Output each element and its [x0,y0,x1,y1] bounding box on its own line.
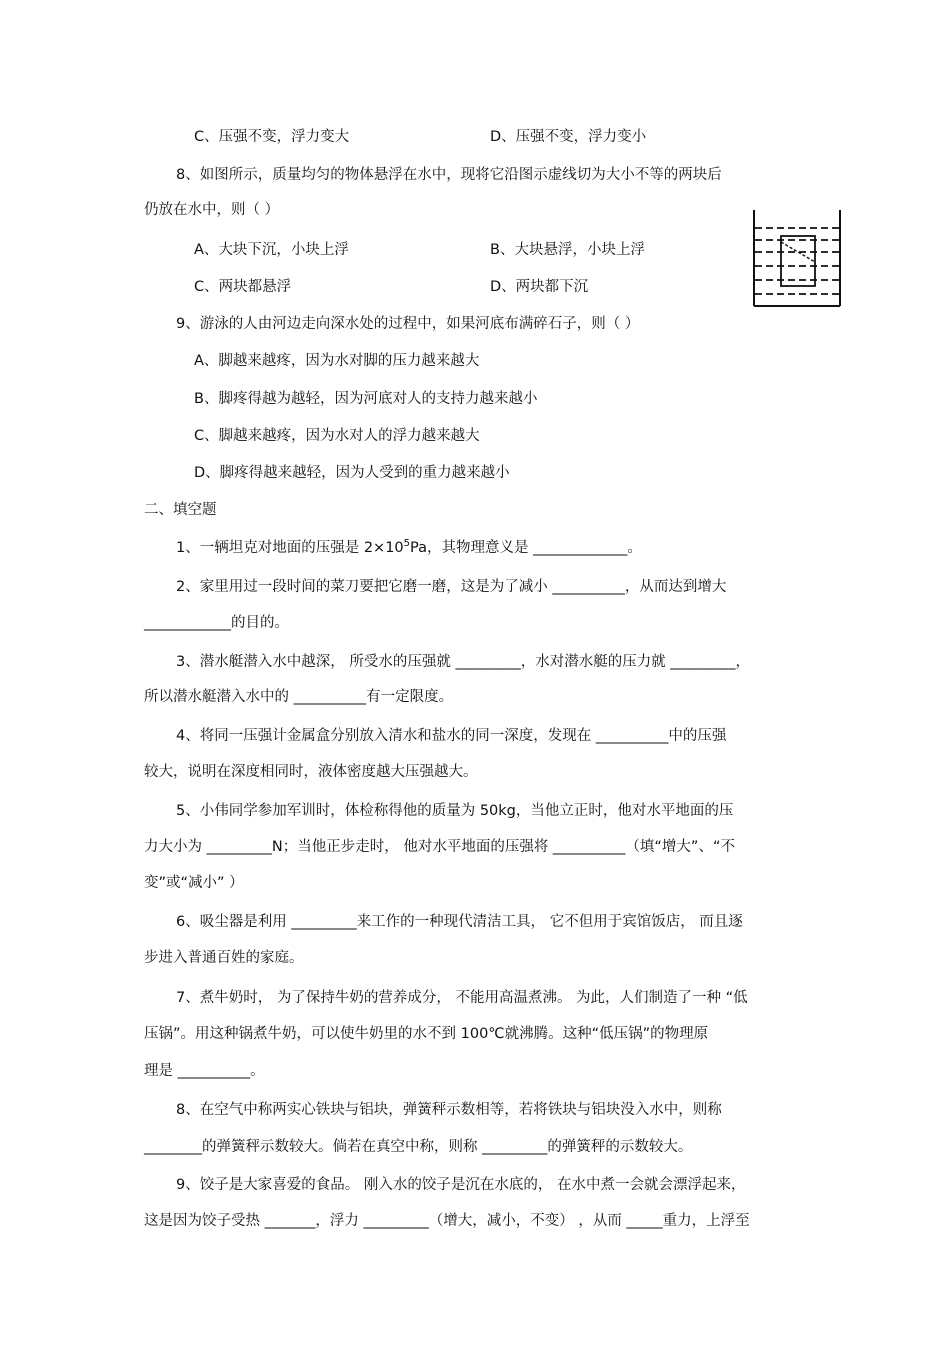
q9-option-b: B、脚疼得越为越轻，因为河底对人的支持力越来越小 [194,391,538,407]
q9-stem: 9、游泳的人由河边走向深水处的过程中，如果河底布满碎石子，则（ ） [176,316,640,332]
suspended-block-figure [748,208,848,310]
section-title: 二、填空题 [144,502,217,518]
water-lines [755,228,839,294]
fill-7-line2: 压锅”。用这种锅煮牛奶，可以使牛奶里的水不到 100℃就沸腾。这种“低压锅”的物理原 [144,1026,709,1042]
q8-option-c: C、两块都悬浮 [194,279,292,295]
q9-option-a: A、脚越来越疼，因为水对脚的压力越来越大 [194,353,480,369]
q9-option-d: D、脚疼得越来越轻，因为人受到的重力越来越小 [194,465,510,481]
q8-option-d: D、两块都下沉 [490,279,589,295]
q8-stem-line1: 8、如图所示，质量均匀的物体悬浮在水中，现将它沿图示虚线切为大小不等的两块后 [176,167,722,183]
q7-option-c: C、压强不变，浮力变大 [194,129,350,145]
fill-4-line1: 4、将同一压强计金属盒分别放入清水和盐水的同一深度，发现在 __________中的压强 [176,728,727,744]
q8-option-a: A、大块下沉，小块上浮 [194,242,349,258]
fill-6-line2: 步进入普通百姓的家庭。 [144,950,304,966]
suspended-block [781,236,815,286]
q8-option-b: B、大块悬浮，小块上浮 [490,242,645,258]
container-walls [754,210,840,306]
fill-5-line3: 变”或“减小” ） [144,875,244,891]
fill-8-line2: ________的弹簧秤示数较大。倘若在真空中称，则称 _________的弹簧秤的示数较大。 [144,1139,693,1155]
fill-7-line3: 理是 __________。 [144,1063,265,1079]
fill-3-line1: 3、潜水艇潜入水中越深， 所受水的压强就 _________，水对潜水艇的压力就 _________， [176,654,751,670]
fill-1-part2: Pa，其物理意义是 _____________。 [410,540,642,556]
fill-2-line1: 2、家里用过一段时间的菜刀要把它磨一磨，这是为了减小 __________，从而达到增大 [176,579,727,595]
fill-1-exponent: 5 [403,538,411,549]
fill-5-line1: 5、小伟同学参加军训时，体检称得他的质量为 50kg，当他立正时，他对水平地面的压 [176,803,734,819]
q9-option-c: C、脚越来越疼，因为水对人的浮力越来越大 [194,428,480,444]
q8-stem-line2: 仍放在水中，则（ ） [144,202,280,218]
fill-9-line1: 9、饺子是大家喜爱的食品。 刚入水的饺子是沉在水底的， 在水中煮一会就会漂浮起来， [176,1177,746,1193]
fill-1 [176,539,642,559]
fill-3-line2: 所以潜水艇潜入水中的 __________有一定限度。 [144,689,454,705]
q7-option-d: D、压强不变，浮力变小 [490,129,647,145]
fill-4-line2: 较大，说明在深度相同时，液体密度越大压强越大。 [144,764,478,780]
fill-8-line1: 8、在空气中称两实心铁块与铝块，弹簧秤示数相等，若将铁块与铝块没入水中，则称 [176,1102,722,1118]
cut-line [781,242,815,262]
fill-2-line2: ____________的目的。 [144,615,289,631]
fill-1-part1: 1、一辆坦克对地面的压强是 2×10 [176,540,404,556]
fill-9-line2: 这是因为饺子受热 _______，浮力 _________（增大，减小，不变） ，从而 _____重力，上浮至 [144,1213,750,1229]
fill-7-line1: 7、煮牛奶时， 为了保持牛奶的营养成分， 不能用高温煮沸。 为此，人们制造了一种 “低 [176,990,748,1006]
fill-6-line1: 6、吸尘器是利用 _________来工作的一种现代清洁工具， 它不但用于宾馆饭店， 而且逐 [176,914,743,930]
fill-5-line2: 力大小为 _________N；当他正步走时， 他对水平地面的压强将 __________（填“增大”、“不 [144,839,735,855]
